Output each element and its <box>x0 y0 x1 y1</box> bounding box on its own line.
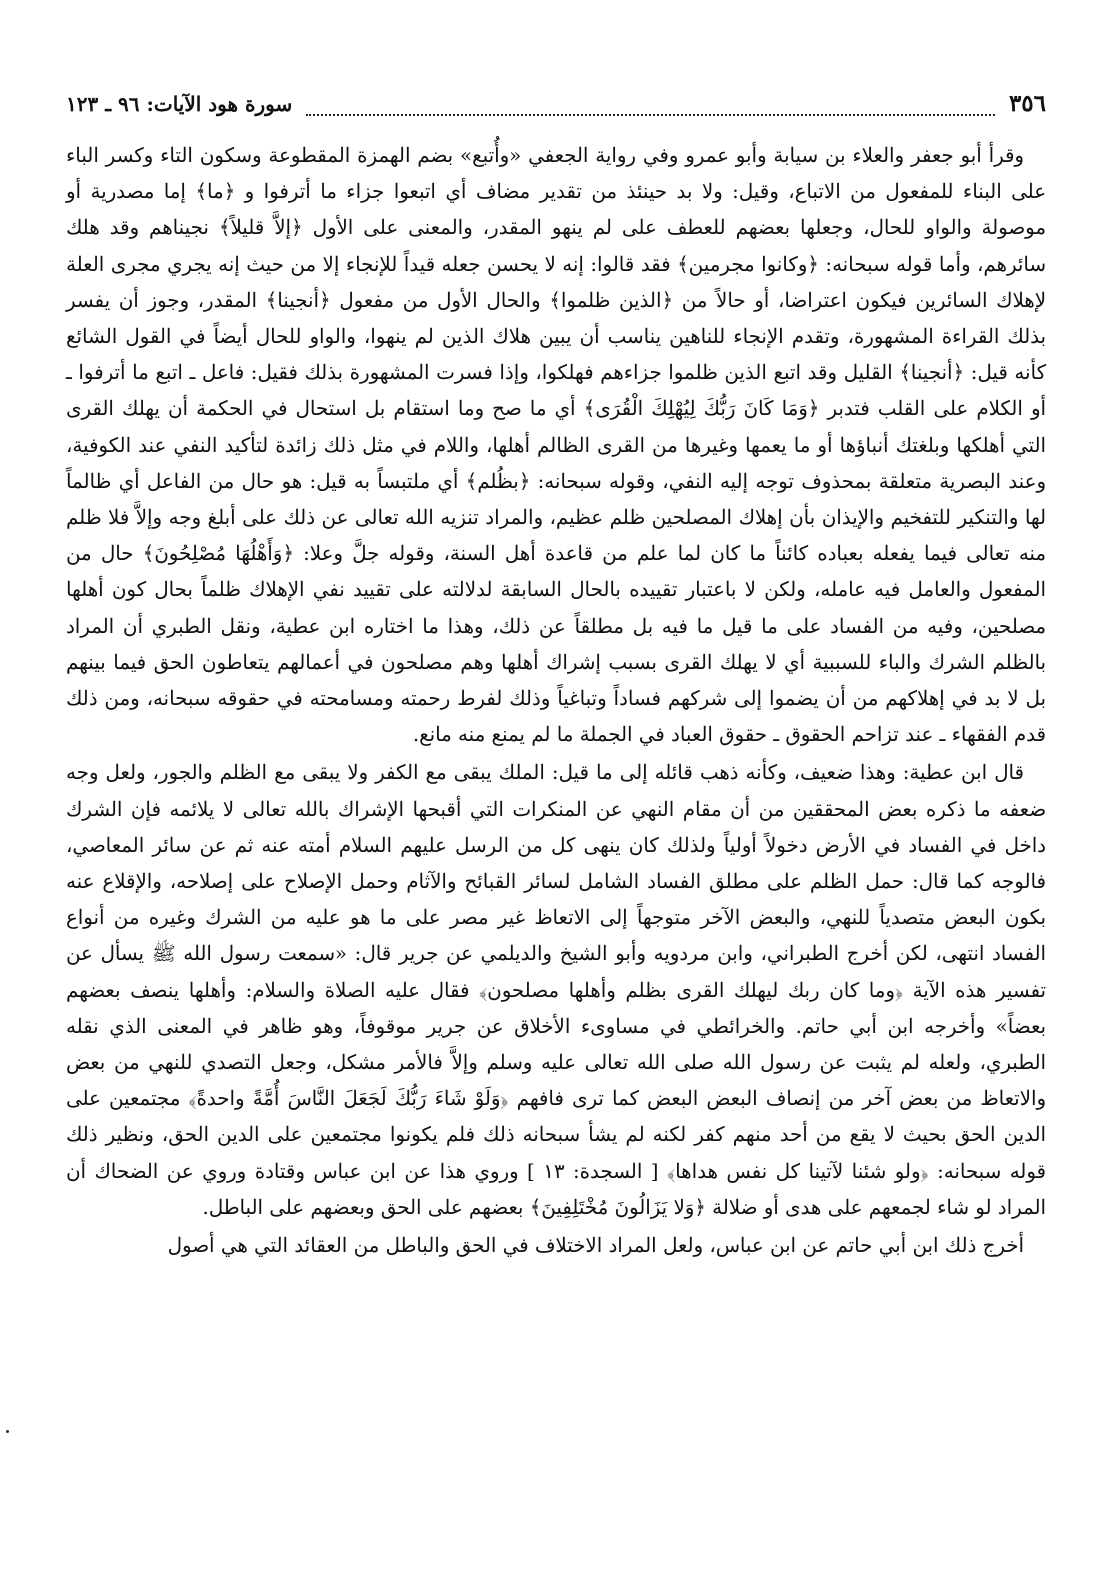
page-number: ٣٥٦ <box>1008 90 1046 117</box>
running-title: سورة هود الآيات: ٩٦ ـ ١٢٣ <box>66 92 293 116</box>
document-page <box>66 90 1046 1264</box>
scan-speck <box>6 1430 9 1433</box>
paragraph: قال ابن عطية: وهذا ضعيف، وكأنه ذهب قائله إلى ما قيل: الملك يبقى مع الكفر ولا يبقى مع الظلم والجور، ولعل وجه ضعفه ما ذكره بعض المحققين من أن مقام النهي عن المنكرات التي أقبحها الإشراك بالله تعالى لا يلائمه فإن الشرك داخل في الفساد في الأرض دخولاً أولياً ولذلك كان ينهى كل من الرسل عليهم السلام أمته عنه ثم عن سائر المعاصي، فالوجه كما قال: حمل الظلم على مطلق الفساد الشامل لسائر القبائح والآثام وحمل الإصلاح على إصلاحه، والإقلاع عنه بكون البعض متصدياً للنهي، والبعض الآخر متوجهاً إلى الاتعاظ غير مصر على ما هو عليه من الشرك وغيره من أنواع الفساد انتهى، لكن أخرج الطبراني، وابن مردويه وأبو الشيخ والديلمي عن جرير قال: «سمعت رسول الله ﷺ يسأل عن تفسير هذه الآية ﴿وما كان ربك ليهلك القرى بظلم وأهلها مصلحون﴾ فقال عليه الصلاة والسلام: وأهلها ينصف بعضهم بعضاً» وأخرجه ابن أبي حاتم. والخرائطي في مساوىء الأخلاق عن جرير موقوفاً، وهو ظاهر في المعنى الذي نقله الطبري، ولعله لم يثبت عن رسول الله صلى الله تعالى عليه وسلم وإلاَّ فالأمر مشكل، وجعل التصدي للنهي من بعض والاتعاظ من بعض آخر من إنصاف البعض البعض كما ترى فافهم ﴿وَلَوْ شَاءَ رَبُّكَ لَجَعَلَ النَّاسَ أُمَّةً واحدةً﴾ مجتمعين على الدين الحق بحيث لا يقع من أحد منهم كفر لكنه لم يشأ سبحانه ذلك فلم يكونوا مجتمعين على الدين الحق، ونظير ذلك قوله سبحانه: ﴿ولو شئنا لآتينا كل نفس هداها﴾ [ السجدة: ١٣ ] وروي هذا عن ابن عباس وقتادة وروي عن الضحاك أن المراد لو شاء لجمعهم على هدى أو ضلالة ﴿وَلا يَزَالُونَ مُخْتَلِفِينَ﴾ بعضهم على الحق وبعضهم على الباطل. <box>66 761 1046 1219</box>
page-body <box>66 138 1046 1264</box>
paragraph: أخرج ذلك ابن أبي حاتم عن ابن عباس، ولعل المراد الاختلاف في الحق والباطل من العقائد التي هي أصول <box>167 1234 1024 1258</box>
dotted-leader <box>306 100 995 116</box>
paragraph: وقرأ أبو جعفر والعلاء بن سيابة وأبو عمرو وفي رواية الجعفي «وأُتبع» بضم الهمزة المقطوعة وسكون التاء وكسر الباء على البناء للمفعول من الاتباع، وقيل: ولا بد حينئذ من تقدير مضاف أي اتبعوا جزاء ما أترفوا و ﴿ما﴾ إما مصدرية أو موصولة والواو للحال، وجعلها بعضهم للعطف على لم ينهو المقدر، والمعنى على الأول ﴿إلاَّ قليلاً﴾ نجيناهم وقد هلك سائرهم، وأما قوله سبحانه: ﴿وكانوا مجرمين﴾ فقد قالوا: إنه لا يحسن جعله قيداً للإنجاء إلا من حيث إنه يجري مجرى العلة لإهلاك السائرين فيكون اعتراضا، أو حالاً من ﴿الذين ظلموا﴾ والحال الأول من مفعول ﴿أنجينا﴾ المقدر، وجوز أن يفسر بذلك القراءة المشهورة، وتقدم الإنجاء للناهين يناسب أن يبين هلاك الذين لم ينهوا، والواو للحال أيضاً في القول الشائع كأنه قيل: ﴿أنجينا﴾ القليل وقد اتبع الذين ظلموا جزاءهم فهلكوا، وإذا فسرت المشهورة بذلك فقيل: فاعل ـ اتبع ما أترفوا ـ أو الكلام على القلب فتدبر ﴿وَمَا كَانَ رَبُّكَ لِيُهْلِكَ الْقُرَى﴾ أي ما صح وما استقام بل استحال في الحكمة أن يهلك القرى التي أهلكها وبلغتك أنباؤها أو ما يعمها وغيرها من القرى الظالم أهلها، واللام في مثل ذلك زائدة لتأكيد النفي عند الكوفية، وعند البصرية متعلقة بمحذوف توجه إليه النفي، وقوله سبحانه: ﴿بظُلم﴾ أي ملتبساً به قيل: هو حال من الفاعل أي ظالماً لها والتنكير للتفخيم والإيذان بأن إهلاك المصلحين ظلم عظيم، والمراد تنزيه الله تعالى عن ذلك على أبلغ وجه وإلاَّ فلا ظلم منه تعالى فيما يفعله بعباده كائناً ما كان لما علم من قاعدة أهل السنة، وقوله جلَّ وعلا: ﴿وَأَهْلُهَا مُصْلِحُونَ﴾ حال من المفعول والعامل فيه عامله، ولكن لا باعتبار تقييده بالحال السابقة لدلالته على تقييد نفي الإهلاك ظلماً بحال كون أهلها مصلحين، وفيه من الفساد على ما قيل ما فيه بل مطلقاً عن ذلك، وهذا ما اختاره ابن عطية، ونقل الطبري أن المراد بالظلم الشرك والباء للسببية أي لا يهلك القرى بسبب إشراك أهلها وهم مصلحون في أعمالهم يتعاطون الحق فيما بينهم بل لا بد في إهلاكهم من أن يضموا إلى شركهم فساداً وتباغياً وذلك لفرط رحمته ومسامحته في حقوقه سبحانه، ومن ذلك قدم الفقهاء ـ عند تزاحم الحقوق ـ حقوق العباد في الجملة ما لم يمنع منه مانع. <box>66 144 1046 747</box>
page-header <box>66 90 1046 126</box>
